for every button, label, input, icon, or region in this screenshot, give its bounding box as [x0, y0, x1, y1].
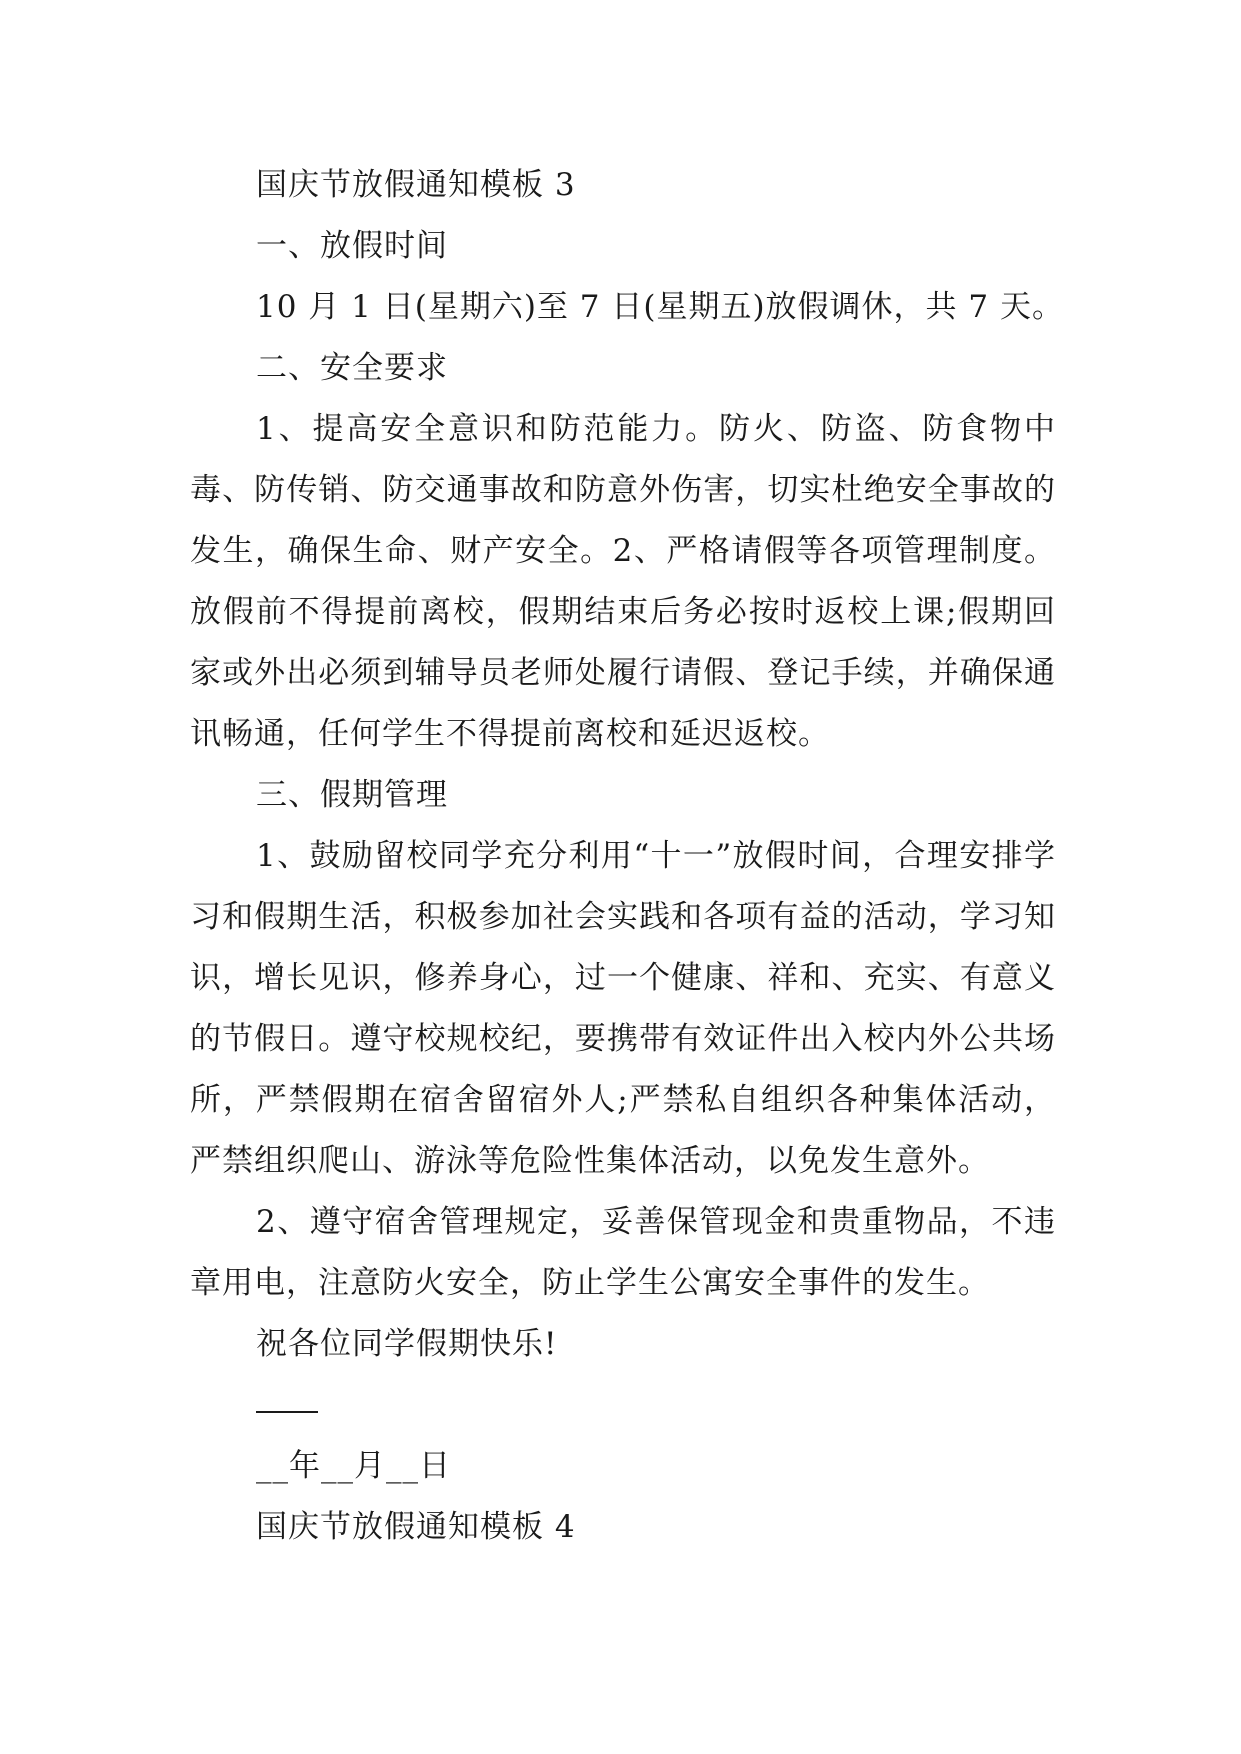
section-3-item-2: 2、遵守宿舍管理规定，妥善保管现金和贵重物品，不违章用电，注意防火安全，防止学生公寓安全事件的发生。	[190, 1204, 1056, 1301]
template-4-title: 国庆节放假通知模板 4	[256, 1509, 576, 1545]
template-3-title: 国庆节放假通知模板 3	[256, 167, 576, 203]
section-3-heading: 三、假期管理	[256, 777, 448, 813]
section-2-body: 1、提高安全意识和防范能力。防火、防盗、防食物中毒、防传销、防交通事故和防意外伤害，切实杜绝安全事故的发生，确保生命、财产安全。2、严格请假等各项管理制度。放假前不得提前离校，假期结束后务必按时返校上课;假期回家或外出必须到辅导员老师处履行请假、登记手续，并确保通讯畅通，任何学生不得提前离校和延迟返校。	[190, 411, 1056, 752]
section-1-body: 10 月 1 日(星期六)至 7 日(星期五)放假调休，共 7 天。	[256, 289, 1064, 325]
signature-blank-line	[190, 1375, 1056, 1436]
document-body	[190, 155, 1064, 1558]
section-3-item-1: 1、鼓励留校同学充分利用“十一”放假时间，合理安排学习和假期生活，积极参加社会实践和各项有益的活动，学习知识，增长见识，修养身心，过一个健康、祥和、充实、有意义的节假日。遵守校规校纪，要携带有效证件出入校内外公共场所，严禁假期在宿舍留宿外人;严禁私自组织各种集体活动，严禁组织爬山、游泳等危险性集体活动，以免发生意外。	[190, 838, 1056, 1179]
section-2-heading: 二、安全要求	[256, 350, 448, 386]
closing-greeting: 祝各位同学假期快乐!	[256, 1326, 558, 1362]
section-1-heading: 一、放假时间	[256, 228, 448, 264]
signature-date: __年__月__日	[256, 1448, 451, 1484]
signature-underline	[256, 1411, 318, 1413]
